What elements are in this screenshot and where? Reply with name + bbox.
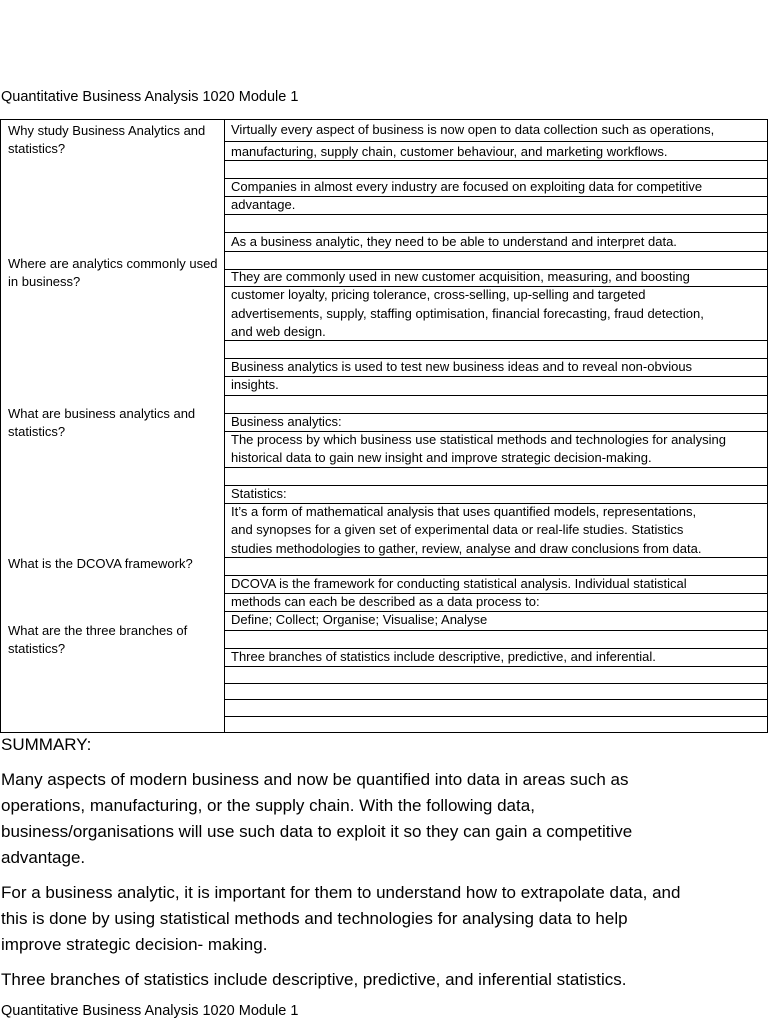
summary-line: operations, manufacturing, or the supply chain. With the following data, bbox=[1, 796, 535, 815]
summary-line: business/organisations will use such data to exploit it so they can gain a competitive bbox=[1, 822, 633, 841]
note-line: As a business analytic, they need to be able to understand and interpret data. bbox=[231, 234, 677, 249]
summary-line: this is done by using statistical methods and technologies for analysing data to help bbox=[1, 909, 628, 928]
note-line: Business analytics: bbox=[231, 414, 342, 429]
note-line: manufacturing, supply chain, customer behaviour, and marketing workflows. bbox=[231, 144, 668, 159]
note-line: and web design. bbox=[231, 324, 326, 339]
cue-why-study: Why study Business Analytics and statistics? bbox=[8, 123, 206, 156]
summary-line: For a business analytic, it is important for them to understand how to extrapolate data, and bbox=[1, 883, 681, 902]
note-line: advertisements, supply, staffing optimisation, financial forecasting, fraud detection, bbox=[231, 306, 704, 321]
note-line: They are commonly used in new customer acquisition, measuring, and boosting bbox=[231, 269, 690, 284]
note-line: It’s a form of mathematical analysis that uses quantified models, representations, bbox=[231, 504, 697, 519]
note-line: historical data to gain new insight and improve strategic decision-making. bbox=[231, 450, 652, 465]
note-line: customer loyalty, pricing tolerance, cross-selling, up-selling and targeted bbox=[231, 287, 646, 302]
note-line: Business analytics is used to test new business ideas and to reveal non-obvious bbox=[231, 359, 693, 374]
note-line: DCOVA is the framework for conducting statistical analysis. Individual statistical bbox=[231, 576, 687, 591]
note-line: studies methodologies to gather, review, analyse and draw conclusions from data. bbox=[231, 541, 702, 556]
note-line: advantage. bbox=[231, 197, 296, 212]
summary-line: Many aspects of modern business and now be quantified into data in areas such as bbox=[1, 770, 629, 789]
summary-line: advantage. bbox=[1, 848, 86, 867]
note-column bbox=[225, 120, 767, 732]
cue-three-branches: What are the three branches of statistics? bbox=[8, 623, 188, 656]
summary-line: Three branches of statistics include descriptive, predictive, and inferential statistics. bbox=[1, 970, 627, 989]
page-header-title: Quantitative Business Analysis 1020 Module 1 bbox=[1, 89, 299, 105]
cue-column bbox=[1, 120, 225, 732]
note-line: Companies in almost every industry are focused on exploiting data for competitive bbox=[231, 179, 703, 194]
note-line: The process by which business use statistical methods and technologies for analysing bbox=[231, 432, 726, 447]
summary-paragraph bbox=[1, 880, 768, 958]
page-footer-title: Quantitative Business Analysis 1020 Module 1 bbox=[1, 1003, 299, 1019]
summary-paragraph bbox=[1, 967, 768, 993]
summary-line: improve strategic decision- making. bbox=[1, 935, 268, 954]
summary-paragraph bbox=[1, 767, 768, 871]
cue-what-are: What are business analytics and statistics? bbox=[8, 406, 196, 439]
note-line: Define; Collect; Organise; Visualise; Analyse bbox=[231, 612, 488, 627]
summary-heading: SUMMARY: bbox=[1, 735, 92, 754]
note-line: insights. bbox=[231, 377, 279, 392]
notes-table bbox=[0, 119, 768, 733]
cue-where-used: Where are analytics commonly used in business? bbox=[8, 256, 218, 289]
note-line: Three branches of statistics include descriptive, predictive, and inferential. bbox=[231, 649, 656, 664]
note-line: and synopses for a given set of experimental data or real-life studies. Statistics bbox=[231, 522, 684, 537]
note-line: Virtually every aspect of business is now open to data collection such as operations, bbox=[231, 122, 715, 137]
cue-dcova: What is the DCOVA framework? bbox=[8, 556, 193, 571]
note-line: Statistics: bbox=[231, 486, 287, 501]
note-line: methods can each be described as a data process to: bbox=[231, 594, 540, 609]
